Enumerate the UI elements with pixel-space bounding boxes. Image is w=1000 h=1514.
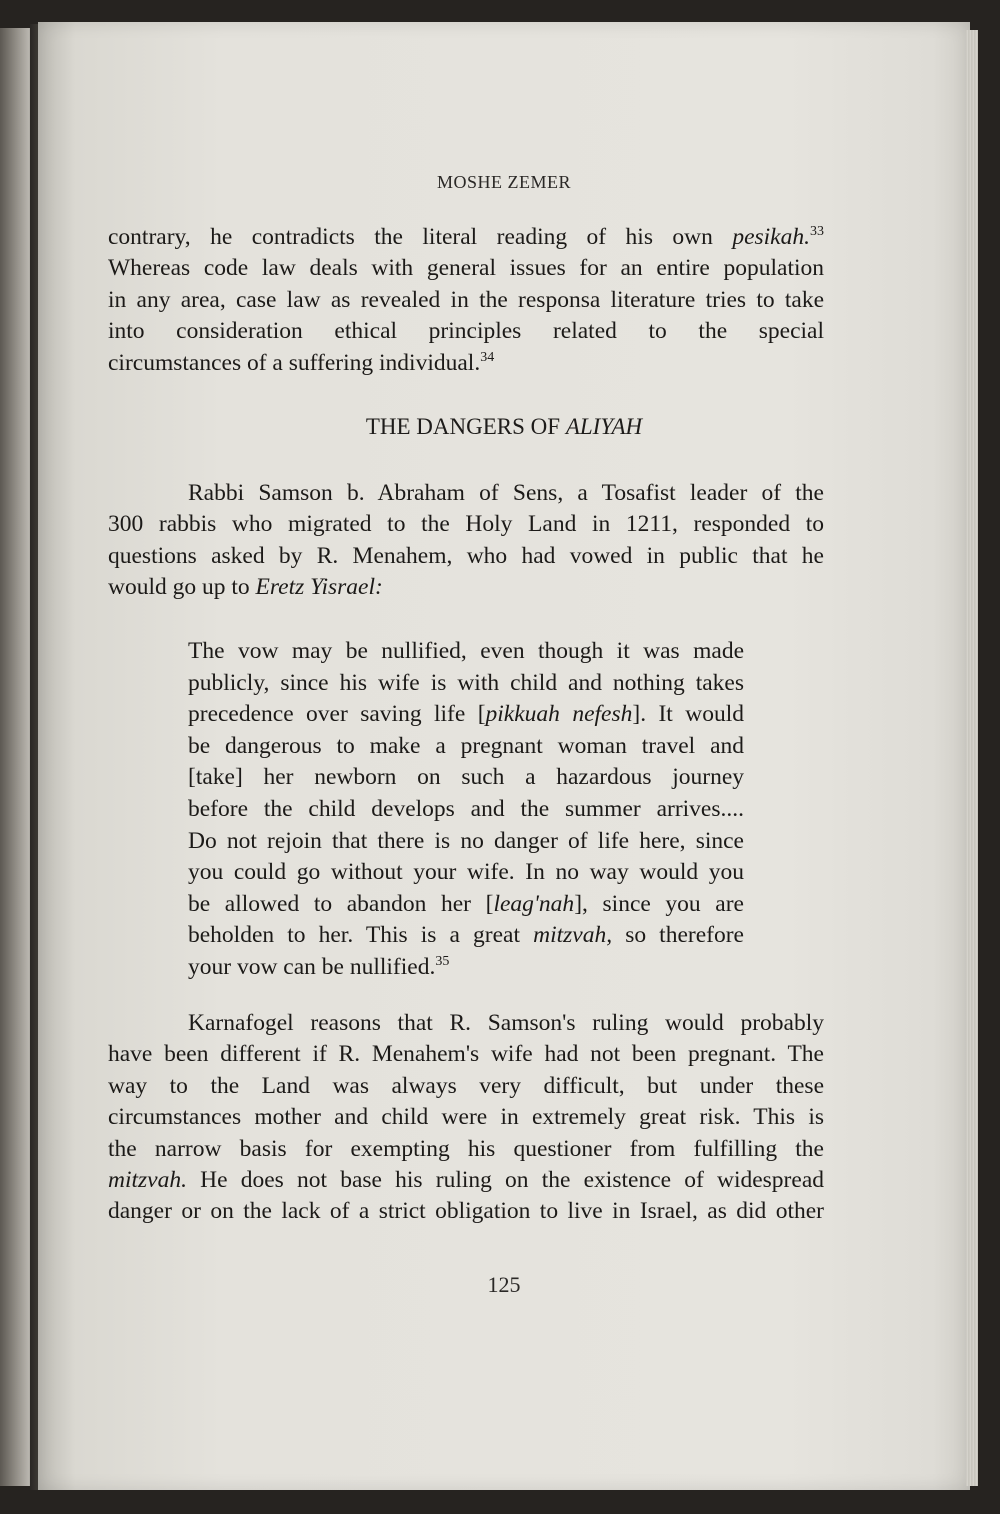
text-line — [108, 285, 824, 316]
italic-term: mitzvah, — [533, 922, 613, 949]
text-line — [188, 889, 744, 921]
text-line — [108, 316, 824, 347]
text-run: in any area, case law as revealed in the responsa literature tries to take — [108, 286, 824, 313]
text-line — [108, 1039, 824, 1070]
section-heading-italic: ALIYAH — [565, 414, 643, 439]
text-line — [108, 348, 824, 379]
text-run: The vow may be nullified, even though it was made — [188, 638, 744, 664]
text-run: precedence over saving life [ — [188, 701, 486, 728]
section-heading-prefix: THE DANGERS OF — [365, 414, 566, 439]
paragraph-1 — [108, 222, 824, 379]
paragraph-2 — [108, 478, 824, 604]
text-run: [take] her newborn on such a hazardous journey — [188, 764, 744, 791]
text-run: ]. It would — [632, 701, 744, 728]
text-line — [108, 253, 824, 284]
text-run: Karnafogel reasons that R. Samson's ruling would probably — [188, 1010, 824, 1036]
text-run: He does not base his ruling on the existence of widespread — [186, 1167, 824, 1194]
text-run: contrary, he contradicts the literal reading of his own — [108, 224, 733, 250]
text-line — [108, 572, 824, 603]
text-line — [108, 1165, 824, 1196]
text-run: Do not rejoin that there is no danger of life here, since — [188, 827, 744, 854]
text-line — [188, 636, 744, 668]
text-line — [188, 731, 744, 763]
text-run: would go up to — [108, 574, 256, 601]
page-number: 125 — [487, 1272, 521, 1297]
footnote-ref: 34 — [480, 349, 495, 365]
text-line — [108, 478, 824, 509]
text-line — [188, 920, 744, 952]
page-fore-edge — [966, 30, 978, 1486]
text-run: into consideration ethical principles related to the special — [108, 318, 824, 345]
text-line — [188, 826, 744, 858]
left-page-edge — [0, 28, 34, 1486]
text-line — [108, 1071, 824, 1102]
text-line — [188, 952, 744, 984]
footnote-ref: 33 — [810, 224, 824, 240]
text-line — [108, 1008, 824, 1039]
italic-term: mitzvah. — [108, 1167, 187, 1194]
italic-term: leag'nah — [493, 890, 575, 917]
text-run: circumstances mother and child were in extremely great risk. This is — [108, 1104, 824, 1131]
text-line — [188, 762, 744, 794]
text-run: questions asked by R. Menahem, who had vowed in public that he — [108, 542, 824, 569]
text-line — [108, 509, 824, 540]
text-run: have been different if R. Menahem's wife had not been pregnant. The — [108, 1041, 824, 1068]
text-run: way to the Land was always very difficult, but under these — [108, 1072, 824, 1099]
italic-term: pikkuah nefesh — [485, 701, 633, 728]
section-heading — [38, 414, 970, 440]
text-run: Rabbi Samson b. Abraham of Sens, a Tosafist leader of the — [188, 480, 824, 506]
text-run: ], since you are — [574, 890, 744, 917]
text-run: Whereas code law deals with general issues for an entire population — [108, 255, 824, 282]
text-line — [188, 699, 744, 731]
text-run: 300 rabbis who migrated to the Holy Land in 1211, responded to — [108, 511, 824, 538]
text-line — [108, 1196, 824, 1227]
text-run: publicly, since his wife is with child and nothing takes — [188, 669, 744, 696]
italic-term: Eretz Yisrael: — [255, 574, 383, 601]
text-run: you could go without your wife. In no way would you — [188, 859, 744, 886]
text-run: be allowed to abandon her [ — [188, 890, 494, 917]
text-run: danger or on the lack of a strict obligation to live in Israel, as did other — [108, 1198, 824, 1225]
paragraph-3 — [108, 1008, 824, 1228]
text-run: the narrow basis for exempting his questioner from fulfilling the — [108, 1135, 824, 1162]
text-run: circumstances of a suffering individual. — [108, 349, 481, 376]
text-line — [108, 1102, 824, 1133]
text-run: beholden to her. This is a great — [188, 922, 534, 949]
block-quote — [188, 636, 744, 984]
text-run: so therefore — [612, 922, 744, 949]
italic-term: pesikah. — [732, 224, 810, 250]
text-run: before the child develops and the summer arrives.... — [188, 795, 744, 822]
running-head: MOSHE ZEMER — [436, 172, 571, 192]
text-run: your vow can be nullified. — [188, 953, 436, 980]
text-line — [108, 541, 824, 572]
text-line — [108, 1134, 824, 1165]
text-run: be dangerous to make a pregnant woman travel and — [188, 732, 744, 759]
footnote-ref: 35 — [435, 954, 450, 970]
text-line — [108, 222, 824, 253]
text-line — [188, 668, 744, 700]
text-line — [188, 794, 744, 826]
text-line — [188, 857, 744, 889]
